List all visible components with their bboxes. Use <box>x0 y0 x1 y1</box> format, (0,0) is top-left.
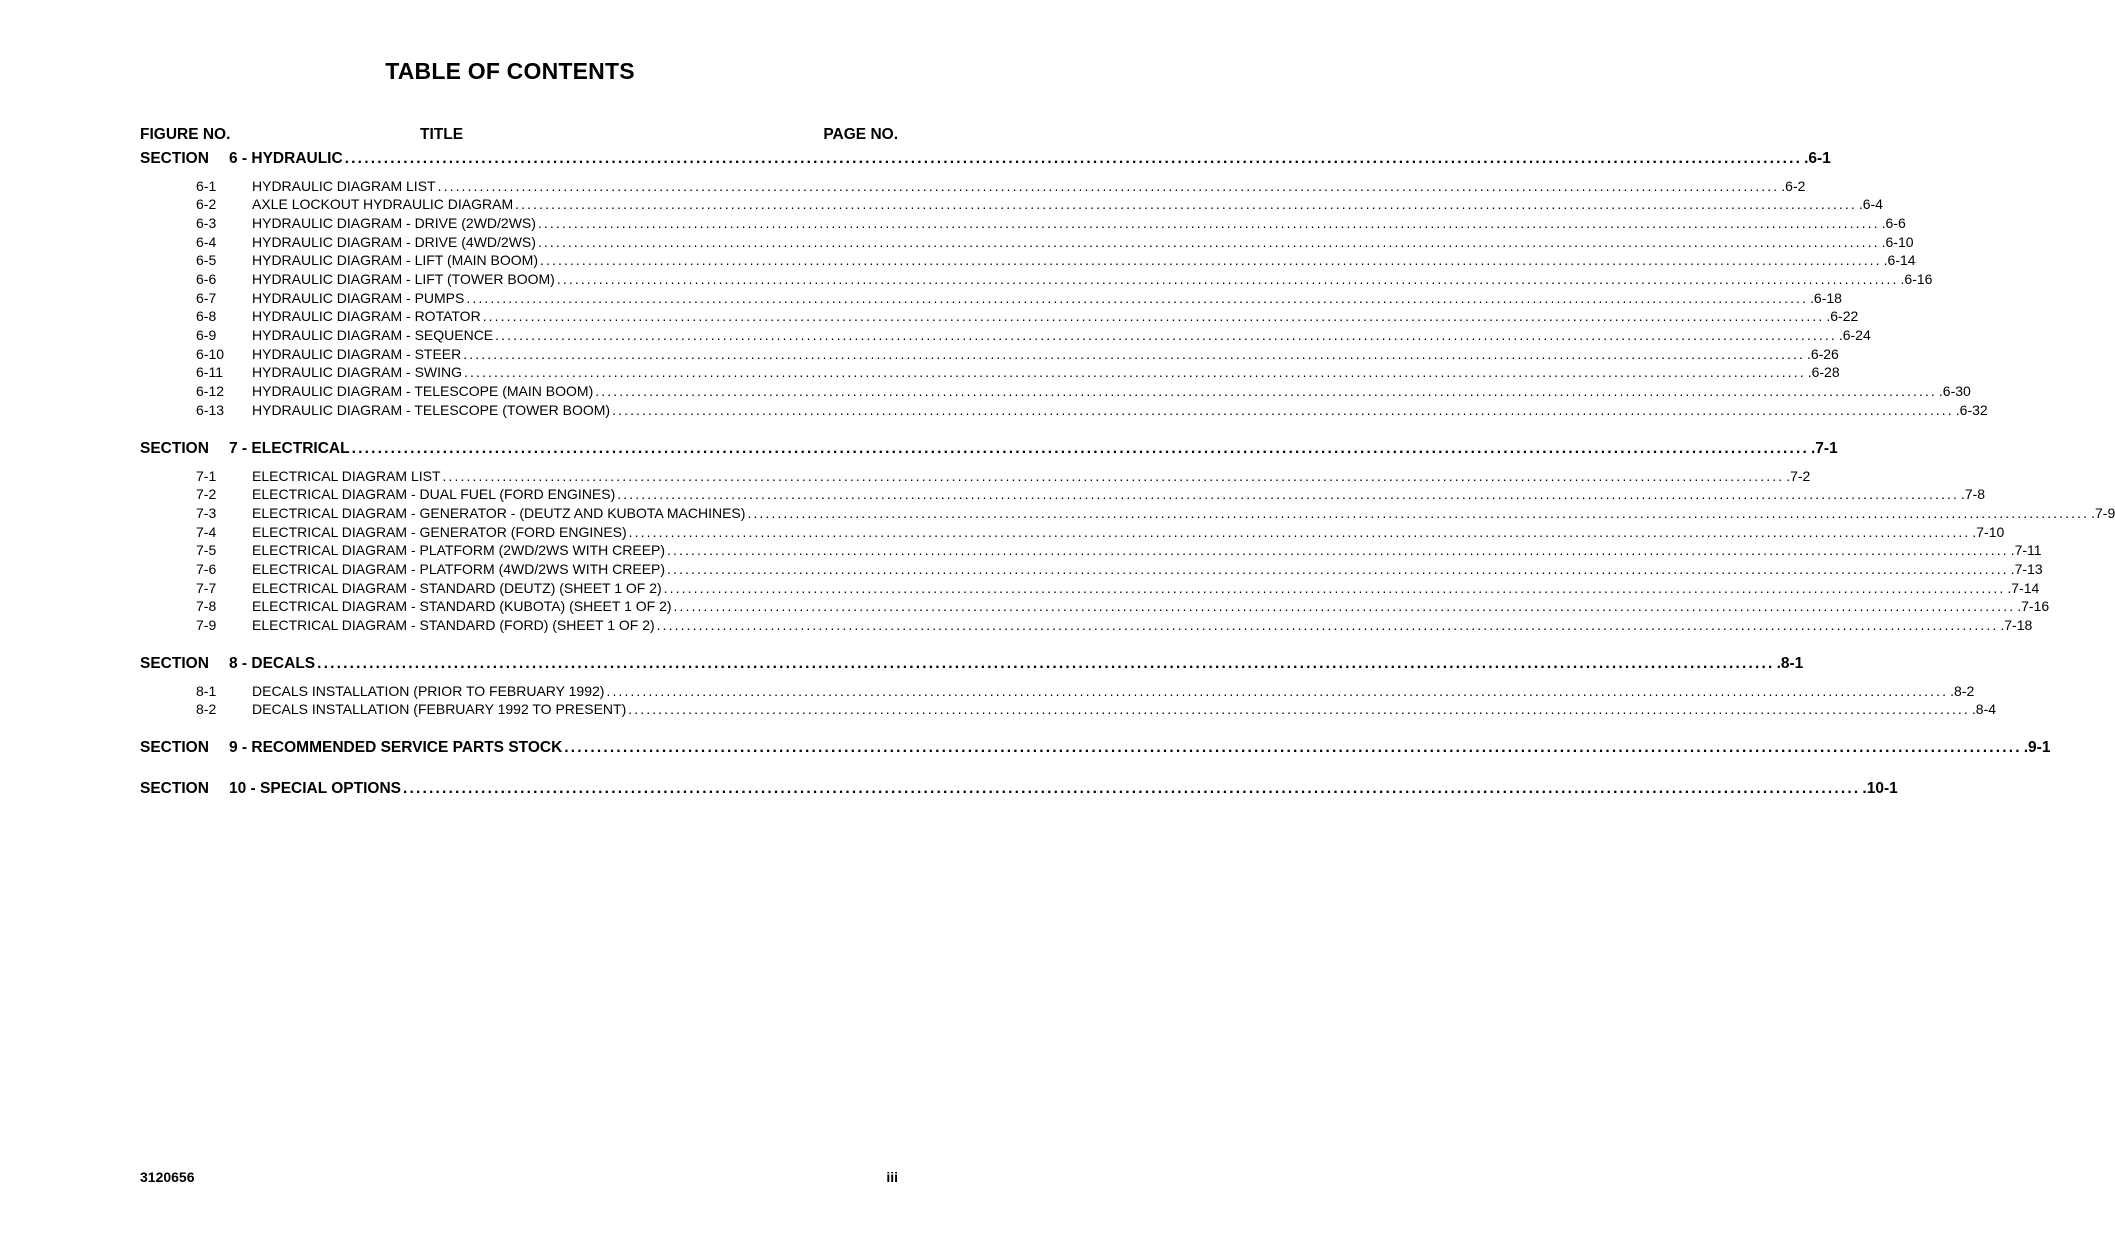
section-label: SECTION <box>140 780 209 797</box>
section-page: .6-1 <box>1804 150 1831 167</box>
figure-title: HYDRAULIC DIAGRAM - STEER <box>252 346 462 362</box>
figure-title: ELECTRICAL DIAGRAM - GENERATOR (FORD ENGINES) <box>252 524 627 540</box>
figure-entry[interactable] <box>196 402 1988 418</box>
dot-leader: ................................................................................................................................................................................................................................ <box>606 683 1949 699</box>
figure-number: 6-1 <box>196 178 217 194</box>
figure-number: 7-8 <box>196 598 217 614</box>
figure-page: .7-14 <box>2007 580 2040 596</box>
section-label: SECTION <box>140 739 209 756</box>
section-name: 7 - ELECTRICAL <box>229 440 350 457</box>
figure-page: .7-9 <box>2091 505 2115 521</box>
section-entry[interactable] <box>140 780 1898 798</box>
figure-title: ELECTRICAL DIAGRAM - PLATFORM (2WD/2WS WITH CREEP) <box>252 542 666 558</box>
figure-title: ELECTRICAL DIAGRAM - PLATFORM (4WD/2WS WITH CREEP) <box>252 561 666 577</box>
section-entry[interactable] <box>140 440 1838 458</box>
figure-title: ELECTRICAL DIAGRAM - STANDARD (DEUTZ) (SHEET 1 OF 2) <box>252 580 662 596</box>
dot-leader: ................................................................................................................................................................................................................................ <box>617 486 1959 502</box>
figure-entry[interactable] <box>196 271 1933 287</box>
dot-leader: ................................................................................................................................................................................................................................ <box>537 234 1880 250</box>
figure-title: HYDRAULIC DIAGRAM - DRIVE (2WD/2WS) <box>252 215 536 231</box>
section-page: .7-1 <box>1811 440 1838 457</box>
dot-leader: ................................................................................................................................................................................................................................ <box>495 327 1837 343</box>
section-name: 8 - DECALS <box>229 655 316 672</box>
figure-title: ELECTRICAL DIAGRAM - STANDARD (KUBOTA) (SHEET 1 OF 2) <box>252 598 672 614</box>
figure-number: 6-6 <box>196 271 217 287</box>
dot-leader: ................................................................................................................................................................................................................................ <box>673 598 2016 614</box>
figure-number: 6-13 <box>196 402 225 418</box>
figure-entry[interactable] <box>196 683 1975 699</box>
dot-leader: ................................................................................................................................................................................................................................ <box>437 178 1780 194</box>
figure-page: .6-10 <box>1881 234 1914 250</box>
figure-page: .6-30 <box>1938 383 1971 399</box>
figure-title: HYDRAULIC DIAGRAM - TELESCOPE (TOWER BOOM) <box>252 402 611 418</box>
figure-title: HYDRAULIC DIAGRAM - LIFT (MAIN BOOM) <box>252 252 538 268</box>
figure-title: HYDRAULIC DIAGRAM LIST <box>252 178 436 194</box>
dot-leader: ................................................................................................................................................................................................................................ <box>464 364 1806 380</box>
dot-leader: ................................................................................................................................................................................................................................ <box>463 346 1805 362</box>
figure-page: .6-26 <box>1806 346 1839 362</box>
dot-leader: ................................................................................................................................................................................................................................ <box>539 252 1882 268</box>
figure-number: 6-11 <box>196 364 223 380</box>
figure-number: 7-9 <box>196 617 217 633</box>
dot-leader: ................................................................................................................................................................................................................................ <box>612 402 1954 418</box>
dot-leader: ................................................................................................................................................................................................................................ <box>351 440 1809 457</box>
figure-number: 6-8 <box>196 308 217 324</box>
dot-leader: ................................................................................................................................................................................................................................ <box>663 580 2006 596</box>
figure-entry[interactable] <box>196 196 1883 212</box>
figure-entry[interactable] <box>196 561 2043 577</box>
figure-page: .7-8 <box>1960 486 1986 502</box>
figure-title: ELECTRICAL DIAGRAM - GENERATOR - (DEUTZ AND KUBOTA MACHINES) <box>252 505 746 521</box>
title-header: TITLE <box>420 126 464 143</box>
figure-number: 6-3 <box>196 215 217 231</box>
dot-leader: ................................................................................................................................................................................................................................ <box>515 196 1857 212</box>
section-label: SECTION <box>140 440 209 457</box>
figure-page: .7-18 <box>2000 617 2033 633</box>
figure-entry[interactable] <box>196 701 1997 717</box>
figure-page: .6-16 <box>1900 271 1933 287</box>
page-title: TABLE OF CONTENTS <box>385 58 635 84</box>
figure-number: 8-1 <box>196 683 217 699</box>
figure-page: .7-16 <box>2017 598 2050 614</box>
section-page: .8-1 <box>1776 655 1804 672</box>
dot-leader: ................................................................................................................................................................................................................................ <box>537 215 1880 231</box>
figure-title: HYDRAULIC DIAGRAM - ROTATOR <box>252 308 481 324</box>
figure-page: .6-18 <box>1810 290 1842 306</box>
figure-number: 7-1 <box>196 468 217 484</box>
document-number: 3120656 <box>140 1169 195 1185</box>
figure-page: .7-2 <box>1786 468 1811 484</box>
page-number: iii <box>886 1169 898 1185</box>
figure-entry[interactable] <box>196 468 1811 484</box>
figure-number: 7-4 <box>196 524 217 540</box>
figure-title: ELECTRICAL DIAGRAM LIST <box>252 468 441 484</box>
figure-number: 6-4 <box>196 234 217 250</box>
figure-number: 6-12 <box>196 383 225 399</box>
figure-entry[interactable] <box>196 215 1906 231</box>
section-name: 10 - SPECIAL OPTIONS <box>229 780 401 797</box>
figure-title: HYDRAULIC DIAGRAM - DRIVE (4WD/2WS) <box>252 234 536 250</box>
section-page: .10-1 <box>1862 780 1898 797</box>
figure-page: .6-28 <box>1807 364 1840 380</box>
dot-leader: ................................................................................................................................................................................................................................ <box>344 150 1803 167</box>
dot-leader: ................................................................................................................................................................................................................................ <box>595 383 1937 399</box>
figure-page: .7-10 <box>1972 524 2005 540</box>
figure-title: HYDRAULIC DIAGRAM - SEQUENCE <box>252 327 494 343</box>
section-label: SECTION <box>140 655 209 672</box>
section-name: 9 - RECOMMENDED SERVICE PARTS STOCK <box>229 739 563 756</box>
figure-entry[interactable] <box>196 346 1839 362</box>
section-name: 6 - HYDRAULIC <box>229 150 343 167</box>
figure-page: .8-2 <box>1950 683 1975 699</box>
figure-number: 7-3 <box>196 505 217 521</box>
figure-title: HYDRAULIC DIAGRAM - TELESCOPE (MAIN BOOM) <box>252 383 594 399</box>
figure-number: 6-7 <box>196 290 217 306</box>
figure-page: .7-13 <box>2010 561 2043 577</box>
figure-page: .6-2 <box>1781 178 1806 194</box>
dot-leader: ................................................................................................................................................................................................................................ <box>466 290 1809 306</box>
figure-number: 6-2 <box>196 196 217 212</box>
figure-number: 7-7 <box>196 580 217 596</box>
figure-entry[interactable] <box>196 290 1842 306</box>
figure-title: DECALS INSTALLATION (PRIOR TO FEBRUARY 1992) <box>252 683 605 699</box>
figure-page: .6-22 <box>1826 308 1859 324</box>
section-entry[interactable] <box>140 150 1831 168</box>
figure-number: 6-10 <box>196 346 225 362</box>
section-entry[interactable] <box>140 655 1804 673</box>
dot-leader: ................................................................................................................................................................................................................................ <box>667 561 2009 577</box>
figure-number: 6-5 <box>196 252 217 268</box>
section-page: .9-1 <box>2023 739 2051 756</box>
figure-entry[interactable] <box>196 178 1806 194</box>
dot-leader: ................................................................................................................................................................................................................................ <box>564 739 2022 756</box>
section-entry[interactable] <box>140 739 2051 757</box>
figure-number: 6-9 <box>196 327 217 343</box>
dot-leader: ................................................................................................................................................................................................................................ <box>628 701 1970 717</box>
figure-entry[interactable] <box>196 234 1914 250</box>
figure-entry[interactable] <box>196 327 1871 343</box>
figure-page: .6-4 <box>1858 196 1883 212</box>
figure-entry[interactable] <box>196 542 2042 558</box>
figure-entry[interactable] <box>196 383 1971 399</box>
figure-entry[interactable] <box>196 524 2005 540</box>
figure-title: HYDRAULIC DIAGRAM - PUMPS <box>252 290 465 306</box>
figure-number: 7-2 <box>196 486 217 502</box>
dot-leader: ................................................................................................................................................................................................................................ <box>747 505 2090 521</box>
dot-leader: ................................................................................................................................................................................................................................ <box>402 780 1861 797</box>
figure-title: ELECTRICAL DIAGRAM - STANDARD (FORD) (SHEET 1 OF 2) <box>252 617 655 633</box>
page-no-header: PAGE NO. <box>823 126 898 143</box>
figure-entry[interactable] <box>196 308 1859 324</box>
dot-leader: ................................................................................................................................................................................................................................ <box>628 524 1971 540</box>
figure-no-header: FIGURE NO. <box>140 126 231 143</box>
figure-page: .6-24 <box>1838 327 1871 343</box>
figure-entry[interactable] <box>196 598 2050 614</box>
dot-leader: ................................................................................................................................................................................................................................ <box>442 468 1785 484</box>
figure-number: 7-6 <box>196 561 217 577</box>
figure-page: .6-6 <box>1881 215 1906 231</box>
figure-entry[interactable] <box>196 580 2040 596</box>
figure-page: .7-11 <box>2010 542 2042 558</box>
figure-title: DECALS INSTALLATION (FEBRUARY 1992 TO PRESENT) <box>252 701 627 717</box>
figure-title: AXLE LOCKOUT HYDRAULIC DIAGRAM <box>252 196 514 212</box>
section-label: SECTION <box>140 150 209 167</box>
dot-leader: ................................................................................................................................................................................................................................ <box>656 617 1999 633</box>
figure-entry[interactable] <box>196 617 2033 633</box>
figure-number: 8-2 <box>196 701 217 717</box>
figure-page: .6-14 <box>1883 252 1916 268</box>
figure-entry[interactable] <box>196 252 1916 268</box>
figure-title: HYDRAULIC DIAGRAM - SWING <box>252 364 463 380</box>
figure-page: .6-32 <box>1955 402 1988 418</box>
figure-title: HYDRAULIC DIAGRAM - LIFT (TOWER BOOM) <box>252 271 555 287</box>
figure-page: .8-4 <box>1971 701 1997 717</box>
figure-entry[interactable] <box>196 486 1986 502</box>
figure-entry[interactable] <box>196 505 2115 521</box>
figure-number: 7-5 <box>196 542 217 558</box>
figure-title: ELECTRICAL DIAGRAM - DUAL FUEL (FORD ENGINES) <box>252 486 616 502</box>
dot-leader: ................................................................................................................................................................................................................................ <box>667 542 2009 558</box>
dot-leader: ................................................................................................................................................................................................................................ <box>556 271 1899 287</box>
dot-leader: ................................................................................................................................................................................................................................ <box>317 655 1775 672</box>
figure-entry[interactable] <box>196 364 1840 380</box>
dot-leader: ................................................................................................................................................................................................................................ <box>482 308 1825 324</box>
